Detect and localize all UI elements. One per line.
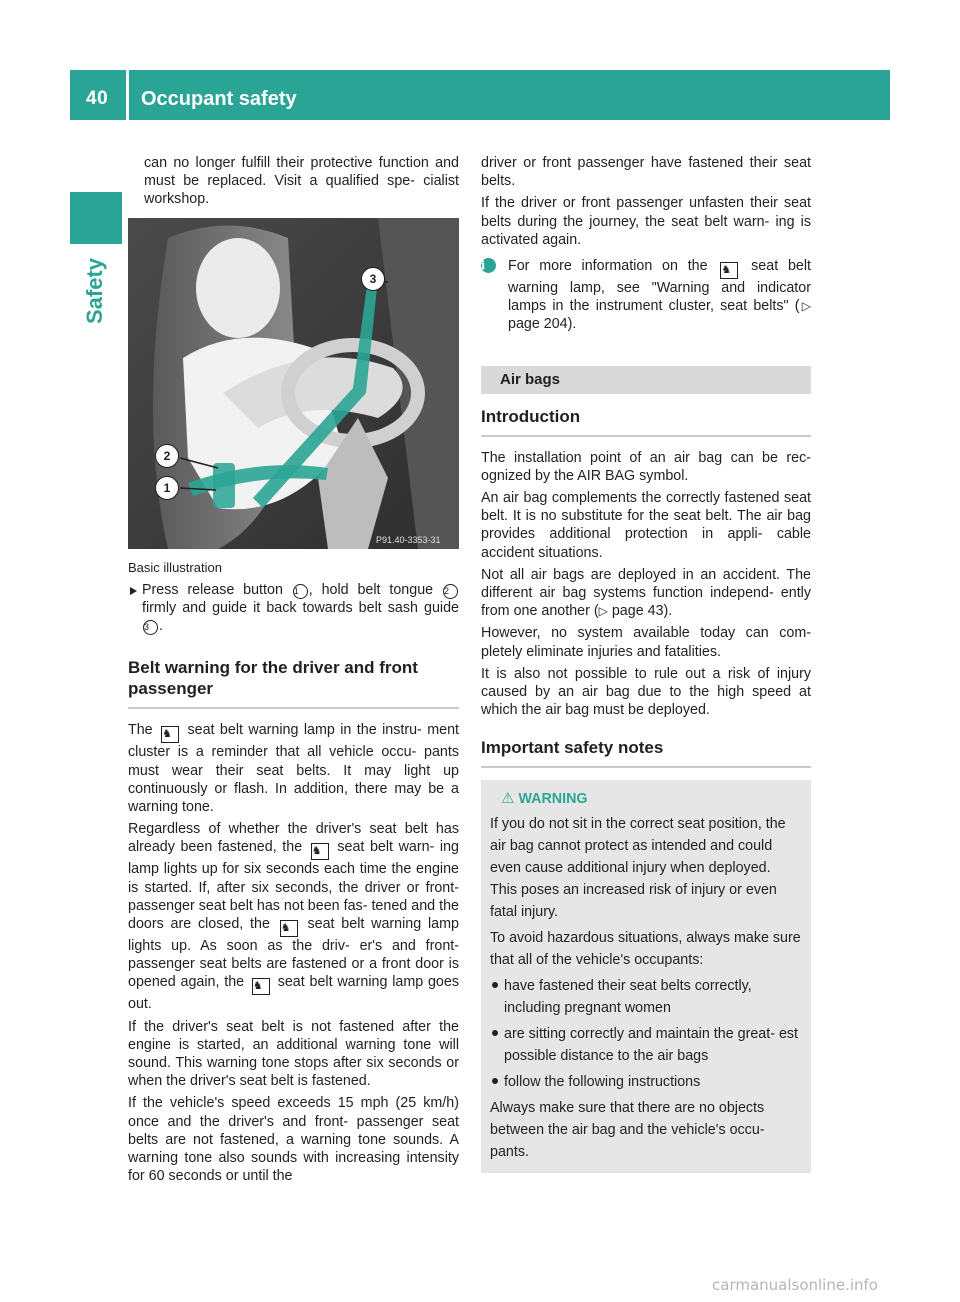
- seatbelt-lamp-icon: ♞: [311, 843, 329, 860]
- seatbelt-lamp-icon: ♞: [161, 726, 179, 743]
- heading-rule: [481, 766, 811, 768]
- warning-title: WARNING: [518, 791, 588, 808]
- page-title: Occupant safety: [141, 88, 297, 110]
- airbag-para-3: Not all air bags are deployed in an accident. The different air bag systems function independ- ently from one another (▷ page 43).: [481, 566, 811, 620]
- airbag-para-2: An air bag complements the correctly fastened seat belt. It is no substitute for the seat belt. The air bag provides additional protection in appli- cable accident situations.: [481, 490, 811, 561]
- callout-2: 2: [155, 444, 179, 468]
- instruction-step: Press release button 1 , hold belt tongue 2 firmly and guide it back towards belt sash guide 3 .: [128, 581, 459, 636]
- warning-bullet: follow the following instructions: [490, 1071, 801, 1093]
- warning-box: [481, 780, 811, 1172]
- warning-para-1: If you do not sit in the correct seat position, the air bag cannot protect as intended and could even cause additional injury when deployed. This poses an increased risk of injury or even fatal injury.: [490, 815, 786, 920]
- belt-para-2: Regardless of whether the driver's seat belt has already been fastened, the ♞ seat belt warn- ing lamp lights up for six seconds each time the engine is started. If, after six seconds, the driver or front-passenger seat belt has not been fas- tened and the doors are closed, the ♞ seat belt warning lamp lights up. As soon as the driv- er's and front-passenger seat belts are fastened or a front door is opened again, the ♞ seat belt warning lamp goes out.: [128, 821, 459, 1013]
- heading-rule: [128, 707, 459, 709]
- airbag-para-5: It is also not possible to rule out a risk of injury caused by an air bag due to the high speed at which the air bag must be deployed.: [481, 665, 811, 719]
- page-ref-arrow-icon: ▷: [598, 604, 608, 619]
- introduction-heading: Introduction: [481, 406, 581, 426]
- figure-caption: Basic illustration: [128, 559, 222, 575]
- info-note: i For more information on the ♞ seat belt warning lamp, see "Warning and indicator lamps in the instrument cluster, seat belts" (▷ page 204).: [481, 258, 811, 333]
- seatbelt-lamp-icon: ♞: [252, 978, 270, 995]
- side-tab-marker: [70, 192, 122, 244]
- right-para-2: If the driver or front passenger unfasten their seat belts during the journey, the seat belt warn- ing is activated again.: [481, 195, 811, 248]
- belt-warning-heading: Belt warning for the driver and front passenger: [128, 658, 418, 699]
- footer-watermark: carmanualsonline.info: [712, 1276, 878, 1294]
- belt-para-3: If the driver's seat belt is not fastened after the engine is started, an additional warning tone will sound. This warning tone stops after six seconds or when the driver's seat belt is fastened.: [128, 1018, 459, 1090]
- heading-rule: [481, 435, 811, 437]
- header-divider: [126, 70, 129, 120]
- belt-para-4: If the vehicle's speed exceeds 15 mph (25 km/h) once and the driver's and front- passenger seat belts are not fastened, a warning tone sounds. A warning tone also sounds with increasing intensity for 60 seconds or until the: [128, 1095, 459, 1185]
- warning-bullet: have fastened their seat belts correctly, including pregnant women: [490, 975, 801, 1019]
- warning-bullet: are sitting correctly and maintain the great- est possible distance to the air bags: [490, 1023, 801, 1067]
- warning-title-row: [490, 790, 801, 808]
- right-para-1: driver or front passenger have fastened their seat belts.: [481, 155, 811, 190]
- callout-1: 1: [155, 476, 179, 500]
- seatbelt-illustration: [128, 218, 459, 549]
- ref-2: 2: [443, 584, 458, 599]
- airbag-para-1: The installation point of an air bag can be rec- ognized by the AIR BAG symbol.: [481, 449, 811, 484]
- safety-notes-heading: Important safety notes: [481, 738, 664, 758]
- left-column: [128, 154, 459, 1185]
- seatbelt-lamp-icon: ♞: [280, 920, 298, 937]
- ref-1: 1: [293, 584, 308, 599]
- airbag-para-4: However, no system available today can com- pletely eliminate injuries and fatalities.: [481, 625, 811, 660]
- warning-triangle-icon: ⚠: [501, 790, 515, 808]
- info-icon: i: [481, 258, 496, 273]
- side-section-label: Safety: [82, 257, 107, 324]
- seatbelt-figure: [128, 218, 459, 549]
- callout-3: 3: [361, 267, 385, 291]
- figure-code: P91.40-3353-31: [376, 534, 441, 545]
- section-band-air-bags: Air bags: [481, 366, 811, 394]
- warning-para-2: To avoid hazardous situations, always make sure that all of the vehicle's occupants:: [490, 929, 801, 968]
- right-column: [481, 154, 811, 1173]
- page-ref-arrow-icon: ▷: [799, 299, 811, 314]
- page-number: 40: [86, 88, 109, 109]
- belt-para-1: The ♞ seat belt warning lamp in the instru- ment cluster is a reminder that all vehicle occu- pants must wear their seat belts. It may light up continuously or flash. In addition, there may be a warning tone.: [128, 722, 459, 816]
- intro-text: can no longer fulfill their protective function and must be replaced. Visit a qualified spe- cialist workshop.: [144, 155, 459, 208]
- ref-3: 3: [143, 620, 158, 635]
- seatbelt-lamp-icon: ♞: [720, 262, 738, 279]
- warning-para-3: Always make sure that there are no objects between the air bag and the vehicle's occu- pants.: [490, 1099, 765, 1160]
